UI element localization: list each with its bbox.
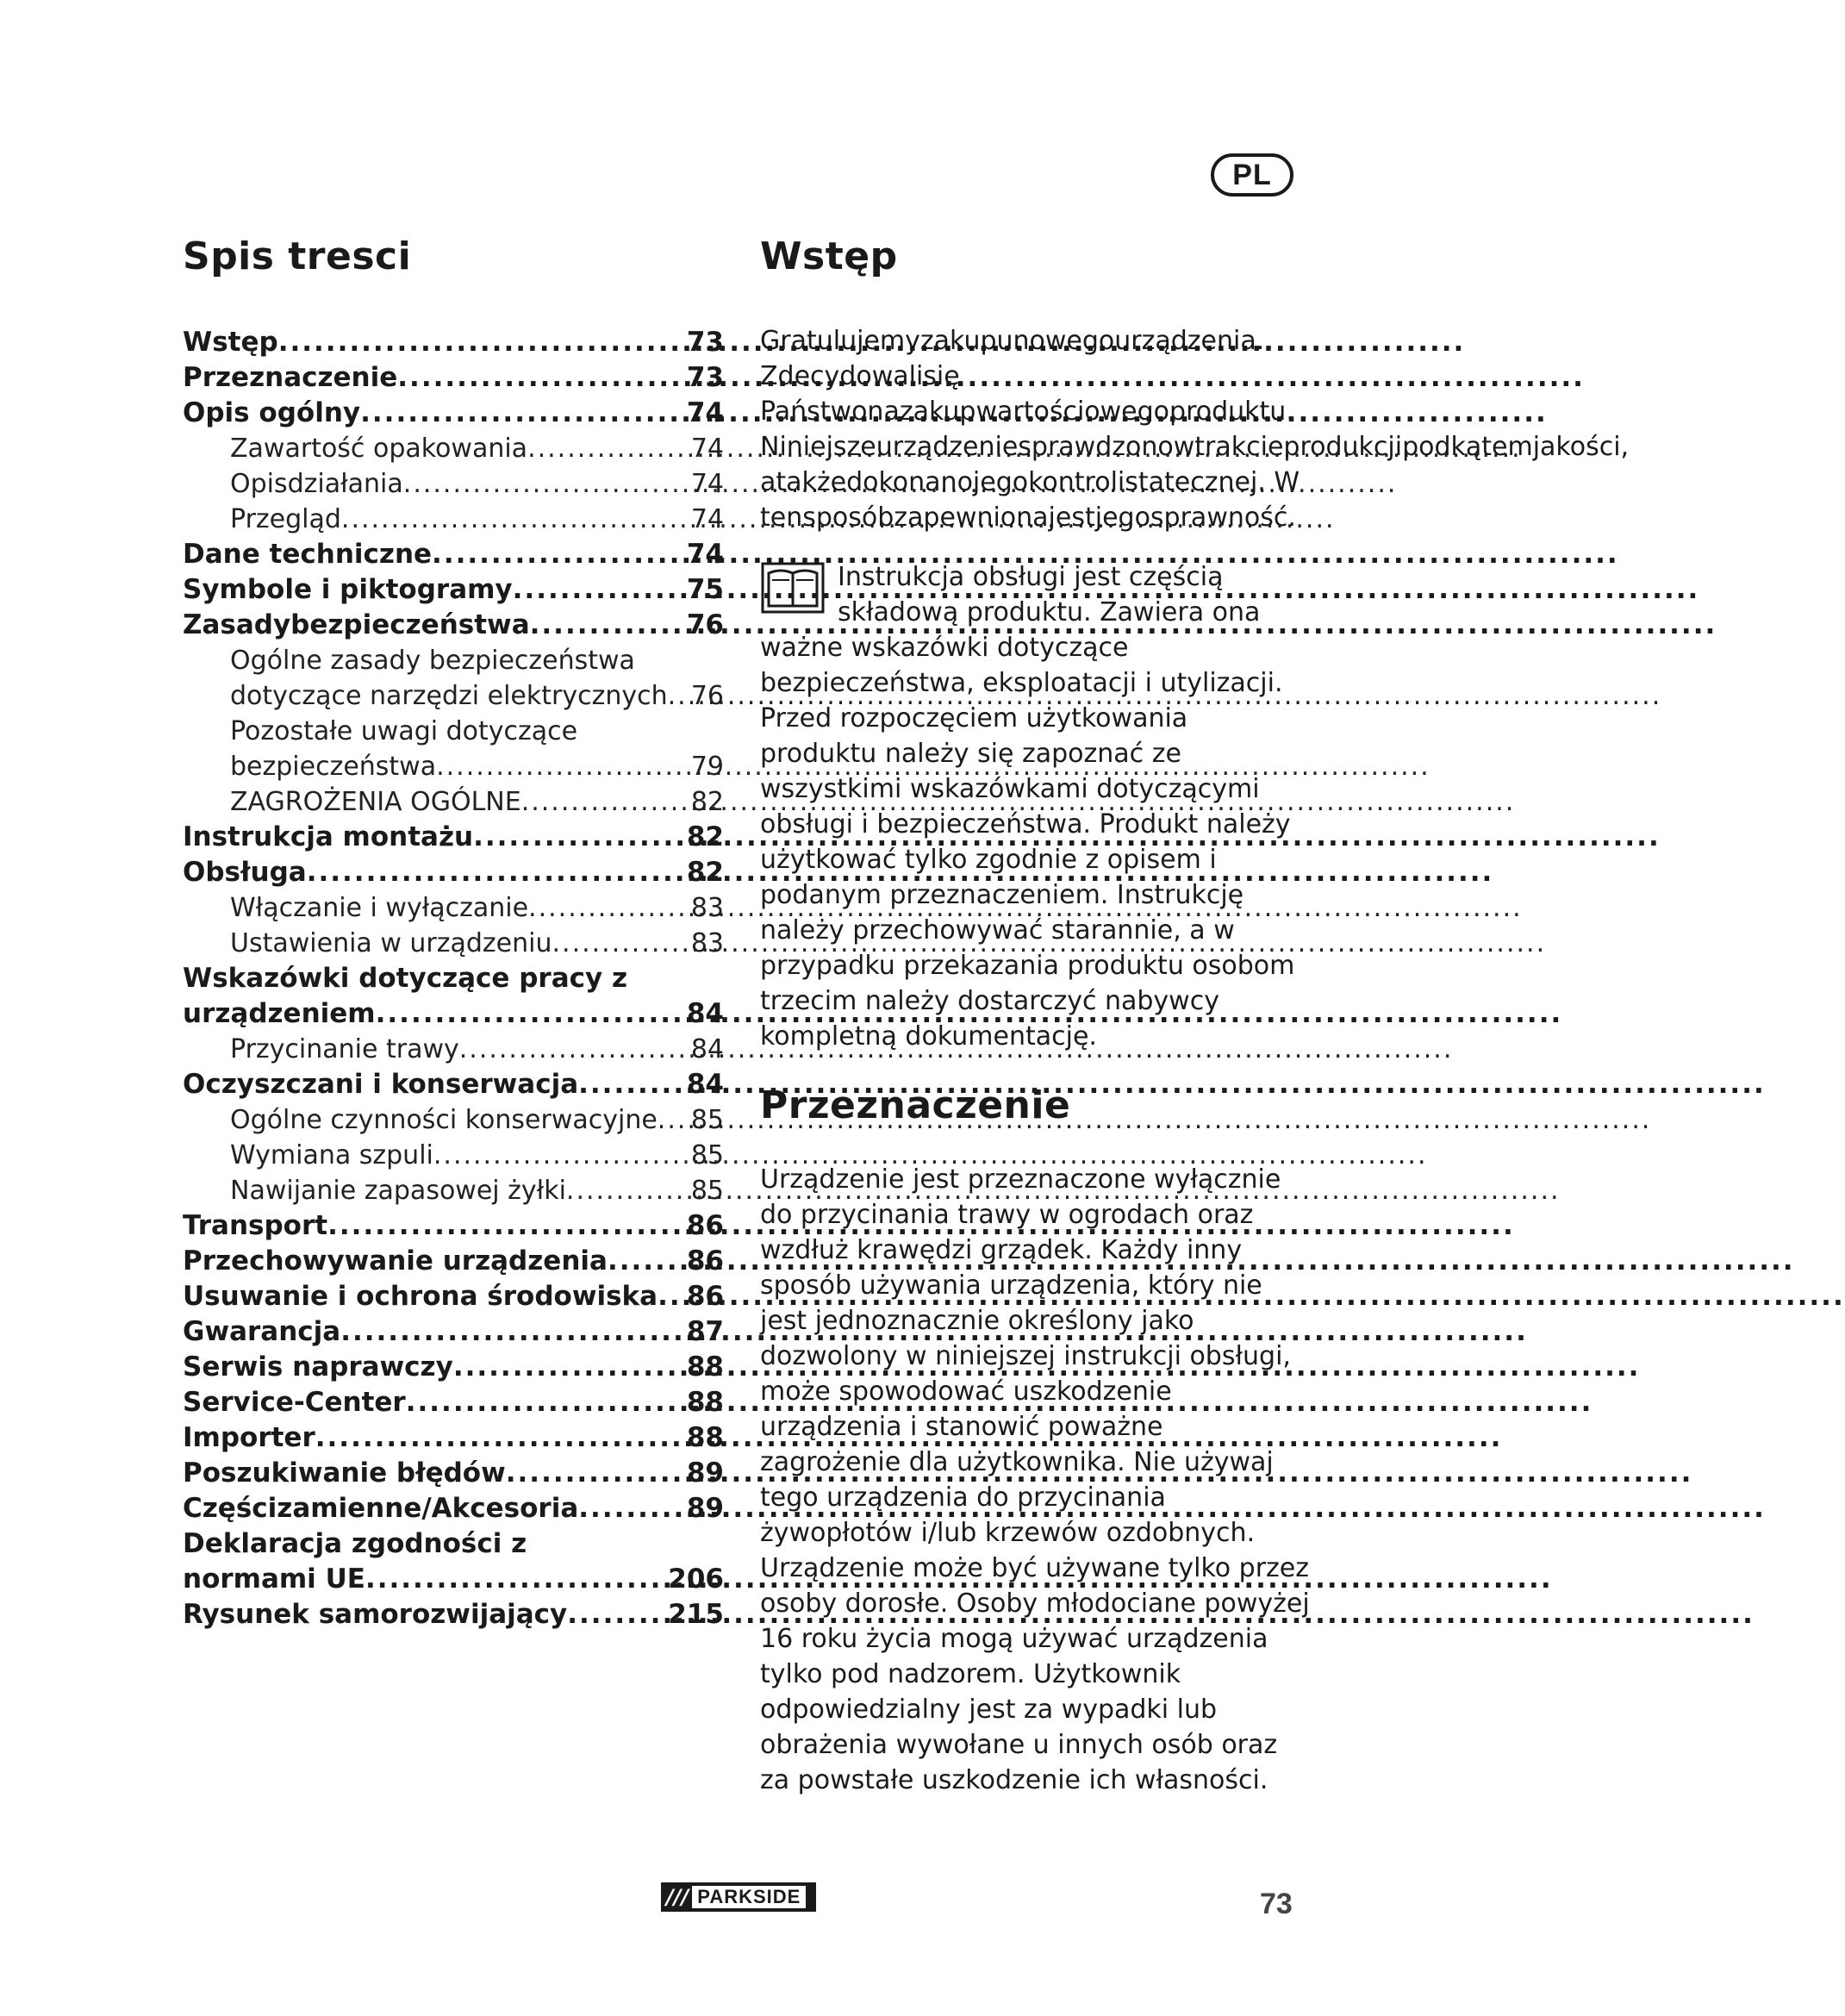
- toc-entry-title: Ogólne czynności konserwacyjne: [230, 1105, 658, 1135]
- toc-entry: [183, 1526, 724, 1562]
- logo-slashes: ///: [666, 1885, 689, 1909]
- toc-entry-page: 88: [686, 1351, 724, 1382]
- toc-dot-leader: [341, 502, 691, 537]
- toc-entry: [183, 360, 724, 396]
- toc-entry-page: 83: [690, 928, 724, 958]
- toc-dot-leader: [307, 855, 687, 890]
- toc-dot-leader: [567, 1597, 668, 1632]
- toc-entry-title: Deklaracja zgodności z: [183, 1528, 527, 1559]
- toc-entry: [183, 572, 724, 608]
- toc-entry: [183, 1244, 724, 1279]
- toc-entry-title: Symbole i piktogramy: [183, 574, 513, 605]
- toc-entry-title: Przeznaczenie: [183, 362, 398, 393]
- toc-entry-page: 86: [686, 1281, 724, 1312]
- toc-dot-leader: [552, 926, 691, 961]
- toc-entry-title: Wstęp: [183, 327, 278, 358]
- toc-entry-page: 87: [686, 1316, 724, 1347]
- toc-dot-leader: [327, 1208, 687, 1244]
- toc-dot-leader: [360, 396, 687, 431]
- content-column: [760, 234, 1630, 1798]
- toc-dot-leader: [315, 1420, 687, 1456]
- toc-entry-title: Service-Center: [183, 1387, 406, 1418]
- toc-dot-leader: [340, 1314, 687, 1350]
- toc-entry-title: Gwarancja: [183, 1316, 341, 1347]
- toc-entry-title: Zasadybezpieczeństwa: [183, 609, 530, 640]
- toc-entry-title: Transport: [183, 1210, 328, 1241]
- page-number: 73: [1260, 1888, 1293, 1920]
- toc-dot-leader: [397, 360, 687, 396]
- toc-dot-leader: [566, 1173, 691, 1208]
- toc-entry-page: 88: [686, 1422, 724, 1453]
- toc-entry: [183, 1279, 724, 1314]
- toc-entry-title: dotyczące narzędzi elektrycznych: [230, 681, 668, 711]
- toc-dot-leader: [527, 431, 691, 466]
- toc-entry: [183, 1314, 724, 1350]
- toc-entry: [183, 502, 724, 537]
- toc-entry: [183, 1350, 724, 1385]
- toc-dot-leader: [278, 325, 687, 360]
- toc-dot-leader: [436, 749, 691, 784]
- toc-entry-page: 89: [686, 1457, 724, 1489]
- toc-entry-title: Przycinanie trawy: [230, 1034, 459, 1064]
- toc-entry-title: Importer: [183, 1422, 315, 1453]
- toc-entry-page: 73: [686, 362, 724, 393]
- toc-entry-page: 82: [690, 787, 724, 817]
- toc-dot-leader: [528, 890, 691, 926]
- toc-dot-leader: [365, 1562, 668, 1597]
- toc-entry: [183, 1456, 724, 1491]
- toc-entry-page: 85: [690, 1105, 724, 1135]
- toc-entry-title: Przegląd: [230, 504, 341, 534]
- toc-entry: [183, 1173, 724, 1208]
- toc-entry: [183, 996, 724, 1032]
- toc-entry: [183, 1491, 724, 1526]
- toc-entry: [183, 749, 724, 784]
- toc-entry-page: 84: [686, 998, 724, 1029]
- manual-note-text: Instrukcja obsługi jest częścią składową produktu. Zawiera ona ważne wskazówki dotyczące bezpieczeństwa, eksploatacji i utylizacji. Przed rozpoczęciem użytkowania produktu należy się zapoznać ze wszystkimi wskazówkami dotyczącymi obsługi i bezpieczeństwa. Produkt należy użytkować tylko zgodnie z opisem i podanym przeznaczeniem. Instrukcję należy przechowywać starannie, a w przypadku przekazania produktu osobom trzecim należy dostarczyć nabywcy kompletną dokumentację.: [760, 562, 1295, 1052]
- toc-dot-leader: [506, 1456, 687, 1491]
- toc-dot-leader: [608, 1244, 687, 1279]
- toc-dot-leader: [403, 466, 691, 502]
- toc-entry: [183, 678, 724, 714]
- toc-entry-title: bezpieczeństwa: [230, 752, 437, 782]
- toc-entry-page: 85: [690, 1140, 724, 1170]
- manual-note: [760, 559, 1312, 1054]
- toc-entry: [183, 1420, 724, 1456]
- toc-entry: [183, 820, 724, 855]
- przeznaczenie-paragraph: Urządzenie jest przeznaczone wyłącznie do przycinania trawy w ogrodach oraz wzdłuż krawędzi grządek. Każdy inny sposób używania urządzenia, który nie jest jednoznacznie określony jako dozwolony w niniejszej instrukcji obsługi, może spowodować uszkodzenie urządzenia i stanowić poważne zagrożenie dla użytkownika. Nie używaj tego urządzenia do przycinania żywopłotów i/lub krzewów ozdobnych. Urządzenie może być używane tylko przez osoby dorosłe. Osoby młodociane powyżej 16 roku życia mogą używać urządzenia tylko pod nadzorem. Użytkownik odpowiedzialny jest za wypadki lub obrażenia wywołane u innych osób oraz za powstałe uszkodzenie ich własności.: [760, 1164, 1310, 1795]
- wstep-intro-paragraph: Gratulujemyzakupunowegourządzenia. Zdecydowalisię Państwonazakupwartościowegoproduktu. Niniejszeurządzeniesprawdzonowtrakcieprodukcjipodkątemjakości, atakżedokonanojegokontrolistatecznej. W tensposóbzapewnionajestjegosprawność.: [760, 326, 1630, 533]
- toc-dot-leader: [459, 1032, 691, 1067]
- toc-entry-title: Poszukiwanie błędów: [183, 1457, 506, 1489]
- toc-entry-page: 74: [690, 469, 724, 499]
- toc-entry-page: 86: [686, 1245, 724, 1276]
- toc-entry-page: 86: [686, 1210, 724, 1241]
- toc-entry-title: Serwis naprawczy: [183, 1351, 453, 1382]
- toc-entry: [183, 1067, 724, 1102]
- toc-entry: [183, 608, 724, 643]
- toc-dot-leader: [453, 1350, 687, 1385]
- toc-list: [183, 325, 724, 1632]
- toc-entry-page: 79: [690, 752, 724, 782]
- wstep-heading: Wstęp: [760, 234, 898, 278]
- toc-entry: [183, 1208, 724, 1244]
- toc-entry-page: 74: [686, 539, 724, 570]
- toc-entry-page: 76: [690, 681, 724, 711]
- toc-entry: [183, 537, 724, 572]
- toc-entry: [183, 1597, 724, 1632]
- toc-dot-leader: [432, 537, 687, 572]
- toc-entry: [183, 784, 724, 820]
- toc-entry-title: Dane techniczne: [183, 539, 433, 570]
- table-of-contents: [183, 234, 724, 1632]
- toc-entry: [183, 325, 724, 360]
- toc-entry-title: Ustawienia w urządzeniu: [230, 928, 552, 958]
- toc-entry-page: 84: [686, 1069, 724, 1100]
- language-badge: PL: [1211, 153, 1293, 197]
- toc-entry: [183, 466, 724, 502]
- toc-entry: [183, 1102, 724, 1138]
- toc-entry-title: Ogólne zasady bezpieczeństwa: [230, 646, 635, 676]
- toc-entry: [183, 1032, 724, 1067]
- toc-entry: [183, 961, 724, 996]
- toc-entry-title: Obsługa: [183, 857, 307, 888]
- toc-entry: [183, 855, 724, 890]
- toc-entry-page: 88: [686, 1387, 724, 1418]
- toc-entry-page: 76: [686, 609, 724, 640]
- toc-dot-leader: [578, 1491, 687, 1526]
- toc-entry-title: Pozostałe uwagi dotyczące: [230, 716, 578, 746]
- toc-entry-title: normami UE: [183, 1563, 365, 1595]
- toc-entry-page: 73: [686, 327, 724, 358]
- toc-entry: [183, 714, 724, 749]
- toc-entry-page: 82: [686, 821, 724, 852]
- toc-dot-leader: [473, 820, 687, 855]
- toc-entry: [183, 890, 724, 926]
- toc-entry-page: 75: [686, 574, 724, 605]
- toc-dot-leader: [521, 784, 691, 820]
- toc-entry-title: Oczyszczani i konserwacja: [183, 1069, 579, 1100]
- toc-entry-title: Zawartość opakowania: [230, 434, 528, 464]
- toc-entry-page: 74: [690, 504, 724, 534]
- toc-entry-title: ZAGROŻENIA OGÓLNE: [230, 787, 521, 817]
- toc-entry: [183, 396, 724, 431]
- toc-entry-title: urządzeniem: [183, 998, 376, 1029]
- toc-dot-leader: [668, 678, 691, 714]
- toc-entry-title: Opisdziałania: [230, 469, 403, 499]
- toc-dot-leader: [658, 1102, 691, 1138]
- toc-dot-leader: [578, 1067, 687, 1102]
- toc-entry-page: 89: [686, 1493, 724, 1524]
- toc-entry-page: 74: [686, 397, 724, 428]
- toc-entry-title: Włączanie i wyłączanie: [230, 893, 529, 923]
- toc-entry: [183, 1562, 724, 1597]
- logo-text: PARKSIDE: [692, 1886, 806, 1908]
- toc-entry-page: 85: [690, 1176, 724, 1206]
- toc-dot-leader: [376, 996, 687, 1032]
- toc-dot-leader: [658, 1279, 687, 1314]
- toc-entry: [183, 431, 724, 466]
- toc-entry: [183, 1138, 724, 1173]
- toc-entry-title: Częścizamienne/Akcesoria: [183, 1493, 579, 1524]
- toc-entry-title: Rysunek samorozwijający: [183, 1599, 568, 1630]
- toc-entry: [183, 643, 724, 678]
- toc-title: Spis tresci: [183, 234, 412, 278]
- toc-entry-page: 83: [690, 893, 724, 923]
- toc-entry-title: Instrukcja montażu: [183, 821, 474, 852]
- toc-entry-title: Opis ogólny: [183, 397, 361, 428]
- toc-dot-leader: [433, 1138, 691, 1173]
- toc-entry: [183, 926, 724, 961]
- toc-entry-page: 74: [690, 434, 724, 464]
- toc-entry-title: Przechowywanie urządzenia: [183, 1245, 608, 1276]
- toc-entry-title: Nawijanie zapasowej żyłki: [230, 1176, 566, 1206]
- toc-dot-leader: [530, 608, 687, 643]
- open-book-icon: [760, 561, 826, 615]
- toc-dot-leader: [513, 572, 687, 608]
- toc-entry-page: 84: [690, 1034, 724, 1064]
- parkside-logo: [661, 1882, 816, 1912]
- toc-dot-leader: [406, 1385, 687, 1420]
- toc-entry: [183, 1385, 724, 1420]
- toc-entry-title: Usuwanie i ochrona środowiska: [183, 1281, 658, 1312]
- toc-entry-page: 206: [668, 1563, 724, 1595]
- toc-entry-page: 215: [668, 1599, 724, 1630]
- toc-entry-title: Wskazówki dotyczące pracy z: [183, 963, 628, 994]
- przeznaczenie-heading: Przeznaczenie: [760, 1083, 1071, 1127]
- toc-entry-page: 82: [686, 857, 724, 888]
- toc-entry-title: Wymiana szpuli: [230, 1140, 433, 1170]
